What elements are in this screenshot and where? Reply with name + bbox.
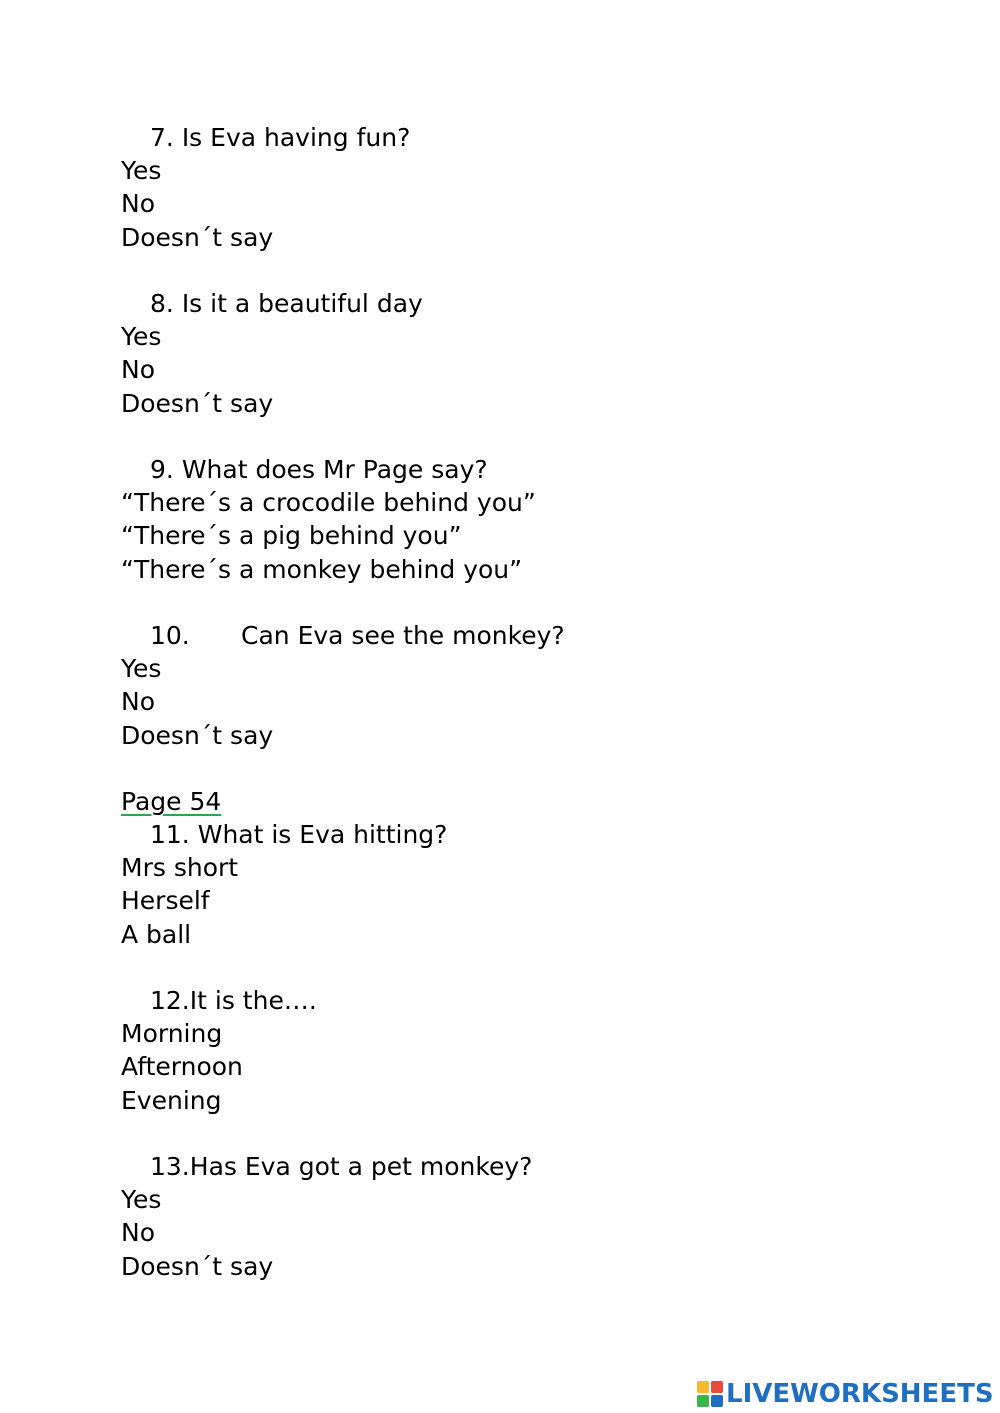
question-number: 10. — [150, 621, 190, 650]
brand-name: LIVEWORKSHEETS — [726, 1379, 994, 1409]
question-9 — [150, 453, 488, 487]
question-10 — [150, 619, 565, 653]
answer-option[interactable]: No — [121, 355, 155, 384]
question-text: Is Eva having fun? — [181, 123, 411, 152]
question-text: It is the…. — [189, 986, 317, 1015]
page-heading: Page 54 — [121, 787, 222, 816]
question-text: What is Eva hitting? — [197, 820, 448, 849]
question-number: 11. — [150, 820, 190, 849]
logo-tile — [697, 1381, 709, 1393]
answer-option[interactable]: Doesn´t say — [121, 223, 274, 252]
answer-option[interactable]: “There´s a monkey behind you” — [121, 555, 523, 584]
answer-option[interactable]: Evening — [121, 1086, 222, 1115]
answer-option[interactable]: No — [121, 189, 155, 218]
answer-option[interactable]: Yes — [121, 654, 162, 683]
logo-tile — [697, 1395, 709, 1407]
question-8 — [150, 287, 423, 321]
answer-option[interactable]: A ball — [121, 920, 192, 949]
question-number: 7. — [150, 123, 174, 152]
answer-option[interactable]: Yes — [121, 1185, 162, 1214]
answer-option[interactable]: Herself — [121, 886, 210, 915]
question-text: Has Eva got a pet monkey? — [189, 1152, 533, 1181]
answer-option[interactable]: Yes — [121, 322, 162, 351]
question-7 — [150, 121, 410, 155]
question-13 — [150, 1150, 532, 1184]
question-number: 8. — [150, 289, 174, 318]
question-number: 9. — [150, 455, 174, 484]
logo-tile — [711, 1381, 723, 1393]
question-11 — [150, 818, 447, 852]
answer-option[interactable]: No — [121, 1218, 155, 1247]
answer-option[interactable]: Morning — [121, 1019, 223, 1048]
answer-option[interactable]: Doesn´t say — [121, 721, 274, 750]
answer-option[interactable]: Doesn´t say — [121, 1252, 274, 1281]
question-text: Is it a beautiful day — [181, 289, 423, 318]
question-text: Can Eva see the monkey? — [241, 621, 565, 650]
liveworksheets-logo-icon — [697, 1381, 723, 1407]
logo-tile — [711, 1395, 723, 1407]
answer-option[interactable]: No — [121, 687, 155, 716]
question-text: What does Mr Page say? — [181, 455, 488, 484]
answer-option[interactable]: “There´s a crocodile behind you” — [121, 488, 536, 517]
answer-option[interactable]: “There´s a pig behind you” — [121, 521, 462, 550]
question-number: 13. — [150, 1152, 190, 1181]
answer-option[interactable]: Yes — [121, 156, 162, 185]
question-12 — [150, 984, 317, 1018]
question-number: 12. — [150, 986, 190, 1015]
liveworksheets-brand[interactable] — [697, 1378, 994, 1410]
answer-option[interactable]: Afternoon — [121, 1052, 243, 1081]
answer-option[interactable]: Mrs short — [121, 853, 239, 882]
answer-option[interactable]: Doesn´t say — [121, 389, 274, 418]
